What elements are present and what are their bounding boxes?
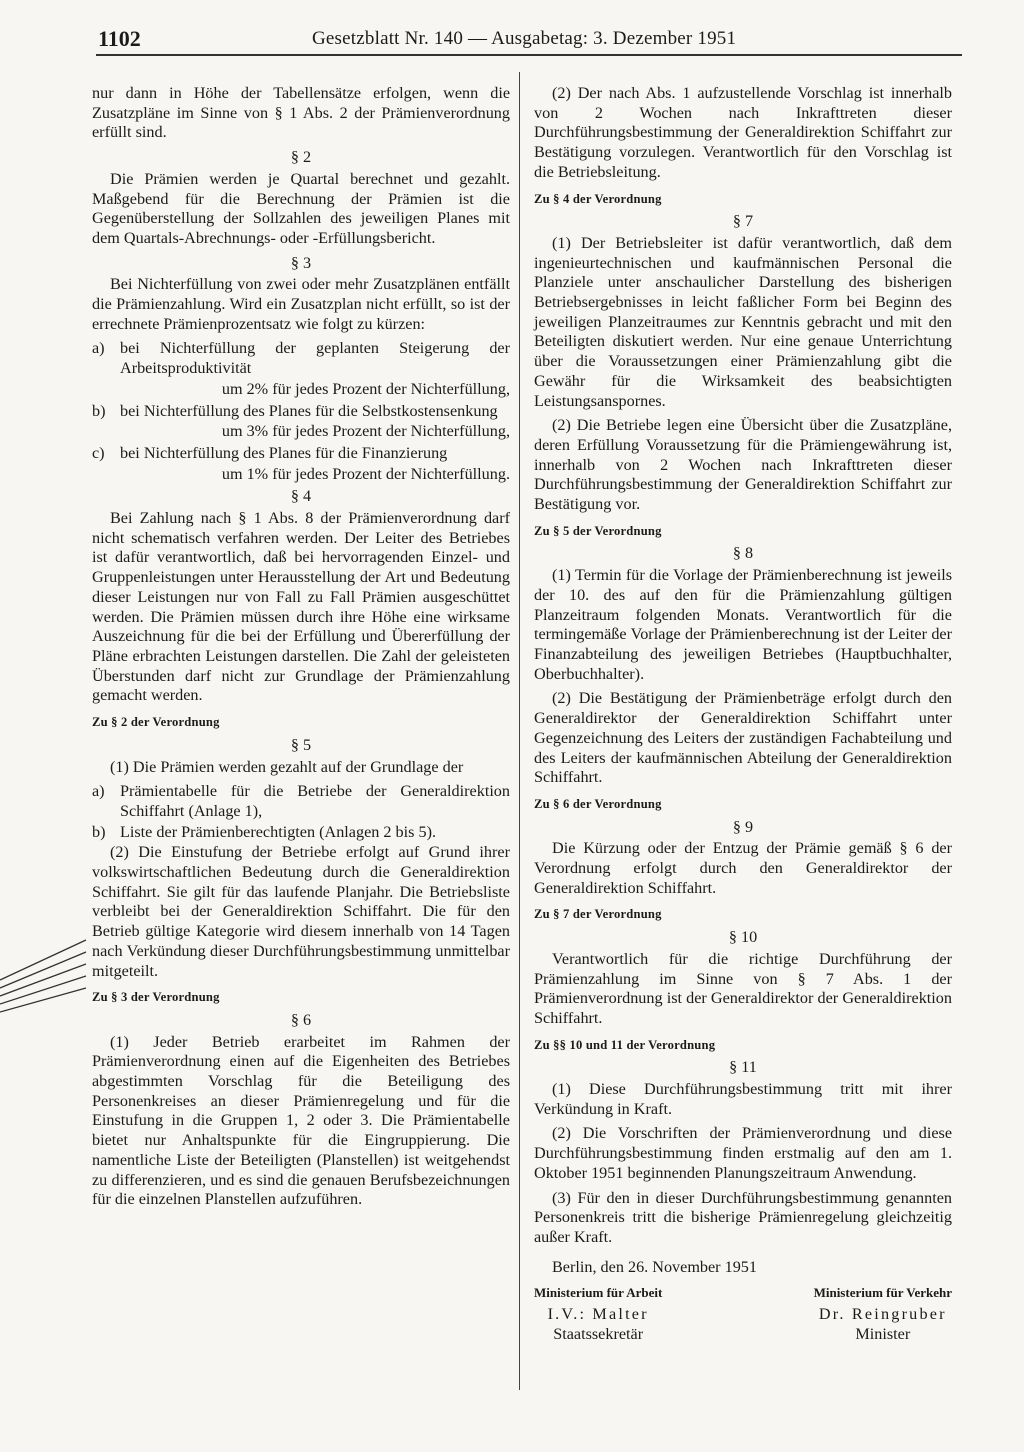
signature-ministry: Ministerium für Verkehr bbox=[813, 1285, 952, 1301]
margin-hatch-mark bbox=[0, 930, 90, 1020]
signature-title: Minister bbox=[855, 1324, 911, 1343]
header-rule bbox=[96, 54, 962, 56]
paragraph-s11-3: (3) Für den in dieser Durchführungsbestimmung genannten Personenkreis tritt die bisherige Prämienregelung gleichzeitig außer Kraft. bbox=[534, 1188, 952, 1246]
paragraph-s3: Bei Nichterfüllung von zwei oder mehr Zusatzplänen entfällt die Prämienzahlung. Wird ein Zusatzplan nicht erfüllt, so ist der errechnete Prämienprozentsatz wie folgt zu kürzen: bbox=[92, 275, 510, 333]
section-heading-4: § 4 bbox=[290, 487, 312, 506]
paragraph-s11-2: (2) Die Vorschriften der Prämienverordnung und diese Durchführungsbestimmung finden erstmalig auf den am 1. Oktober 1951 beginnenden Planungszeitraum Anwendung. bbox=[534, 1124, 952, 1182]
section-heading-5: § 5 bbox=[290, 735, 312, 754]
paragraph-s6-2: (2) Der nach Abs. 1 aufzustellende Vorschlag ist innerhalb von 2 Wochen nach Inkrafttreten dieser Durchführungsbestimmung der Generaldirektion Schiffahrt zur Bestätigung vorzulegen. Verantwortlich für den Vorschlag ist die Betriebsleitung. bbox=[534, 84, 952, 181]
right-column bbox=[534, 84, 952, 1344]
column-divider bbox=[519, 72, 520, 1390]
signature-transport bbox=[814, 1283, 952, 1344]
reduction-rate: um 3% für jedes Prozent der Nichterfüllung, bbox=[221, 422, 510, 441]
section-heading-9: § 9 bbox=[732, 817, 754, 836]
signature-title: Staatssekretär bbox=[553, 1324, 644, 1343]
paragraph-s2: Die Prämien werden je Quartal berechnet und gezahlt. Maßgebend für die Berechnung der Prämien ist die Gegenüberstellung der Sollzahlen des jeweiligen Planes mit dem Quartals-Abrechnungs- oder -Erfüllungsbericht. bbox=[92, 169, 510, 247]
list-item bbox=[92, 339, 510, 378]
basis-list bbox=[92, 782, 510, 842]
section-heading-11: § 11 bbox=[729, 1058, 757, 1077]
signature-ministry: Ministerium für Arbeit bbox=[534, 1285, 663, 1301]
paragraph-s8-2: (2) Die Bestätigung der Prämienbeträge erfolgt durch den Generaldirektor der Generaldirektion Schiffahrt unter Gegenzeichnung des Leiters der zuständigen Fachabteilung und des Leiters der kaufmännischen Abteilung der Generaldirektion Schiffahrt. bbox=[534, 689, 952, 787]
reduction-rate: um 2% für jedes Prozent der Nichterfüllung, bbox=[221, 379, 510, 398]
section-heading-10: § 10 bbox=[728, 928, 758, 947]
regulation-reference: Zu § 5 der Verordnung bbox=[534, 523, 662, 538]
section-heading-7: § 7 bbox=[732, 212, 754, 231]
list-item bbox=[92, 402, 510, 422]
page-number: 1102 bbox=[98, 26, 141, 51]
paragraph-s9: Die Kürzung oder der Entzug der Prämie gemäß § 6 der Verordnung erfolgt durch den Generaldirektor der Generaldirektion Schiffahrt. bbox=[534, 839, 952, 897]
paragraph-s8-1: (1) Termin für die Vorlage der Prämienberechnung ist jeweils der 10. des auf den für die Prämienzahlung gültigen Planzeitraum folgenden Monats. Verantwortlich für die termingemäße Vorlage der Prämienberechnung ist der Leiter der Finanzabteilung des jeweiligen Betriebes (Hauptbuchhalter, Oberbuchhalter). bbox=[534, 566, 952, 683]
list-label: a) bbox=[92, 339, 105, 358]
paragraph-s5-2: (2) Die Einstufung der Betriebe erfolgt auf Grund ihrer volkswirtschaftlichen Bedeutung durch die Generaldirektion Schiffahrt. Sie gilt für das laufende Planjahr. Die Betriebsliste verbleibt bei der Generaldirektion Schiffahrt. Die für den Betrieb gültige Kategorie wird diesem innerhalb von 14 Tagen nach Verkündung dieser Durchführungsbestimmung unmittelbar mitgeteilt. bbox=[92, 843, 510, 980]
regulation-reference: Zu §§ 10 und 11 der Verordnung bbox=[534, 1037, 716, 1052]
paragraph-s11-1: (1) Diese Durchführungsbestimmung tritt mit ihrer Verkündung in Kraft. bbox=[534, 1080, 952, 1118]
paragraph-s10: Verantwortlich für die richtige Durchführung der Prämienzahlung im Sinne von § 7 Abs. 1 der Prämienverordnung ist der Generaldirektor der Generaldirektion Schiffahrt. bbox=[534, 949, 952, 1027]
list-label: a) bbox=[92, 782, 105, 801]
page-header bbox=[98, 26, 958, 56]
paragraph-s6-1: (1) Jeder Betrieb erarbeitet im Rahmen der Prämienverordnung einen auf die Eigenheiten des Betriebes abgestimmten Vorschlag für die Beteiligung des Personenkreises an dieser Prämienregelung und für die Einstufung in die Gruppen 1, 2 oder 3. Die Prämientabelle bietet nur Anhaltspunkte für die Eingruppierung. Die namentliche Liste der Beteiligten (Planstellen) ist weitgehendst zu differenzieren, und es sind die genauen Berufsbezeichnungen für die einzelnen Planstellen aufzuführen. bbox=[92, 1032, 510, 1209]
list-text: Prämientabelle für die Betriebe der Generaldirektion Schiffahrt (Anlage 1), bbox=[120, 782, 510, 820]
signature-name: Dr. Reingruber bbox=[818, 1305, 947, 1324]
regulation-reference: Zu § 2 der Verordnung bbox=[92, 715, 220, 730]
list-text: bei Nichterfüllung der geplanten Steigerung der Arbeitsproduktivität bbox=[120, 339, 510, 378]
list-label: b) bbox=[92, 822, 106, 841]
date-line: Berlin, den 26. November 1951 bbox=[552, 1257, 757, 1276]
list-text: bei Nichterfüllung des Planes für die Finanzierung bbox=[120, 443, 448, 462]
regulation-reference: Zu § 4 der Verordnung bbox=[534, 191, 662, 206]
section-heading-2: § 2 bbox=[290, 148, 312, 167]
section-heading-3: § 3 bbox=[290, 253, 312, 272]
running-title: Gesetzblatt Nr. 140 — Ausgabetag: 3. Dezember 1951 bbox=[312, 28, 737, 49]
intro-paragraph: nur dann in Höhe der Tabellensätze erfolgen, wenn die Zusatzpläne im Sinne von § 1 Abs. 2 der Prämienverordnung erfüllt sind. bbox=[92, 84, 510, 142]
paragraph-s5-1: (1) Die Prämien werden gezahlt auf der Grundlage der bbox=[110, 757, 464, 776]
left-column bbox=[92, 84, 510, 1215]
signature-name: I.V.: Malter bbox=[547, 1305, 649, 1324]
list-item bbox=[92, 444, 510, 464]
paragraph-s7-2: (2) Die Betriebe legen eine Übersicht über die Zusatzpläne, deren Erfüllung Voraussetzung für die Prämiengewährung ist, innerhalb von 2 Wochen nach Inkrafttreten dieser Durchführungsbestimmung der Generaldirektion Schiffahrt zur Bestätigung vor. bbox=[534, 416, 952, 514]
section-heading-8: § 8 bbox=[732, 544, 754, 563]
paragraph-s7-1: (1) Der Betriebsleiter ist dafür verantwortlich, daß dem ingenieurtechnischen und kaufmännischen Personal die Planziele unter anschaulicher Darstellung des bisherigen Betriebsergebnisses in leicht faßlicher Form bei Beginn des jeweiligen Planzeitraumes zur Kenntnis gebracht und mit den Beteiligten diskutiert werden. Nur eine genaue Unterrichtung über die Voraussetzungen einer Prämienzahlung gibt die Gewähr für die Wirksamkeit des beabsichtigten Leistungsanspornes. bbox=[534, 233, 952, 410]
list-item bbox=[92, 823, 510, 843]
reduction-list bbox=[92, 339, 510, 484]
list-label: c) bbox=[92, 443, 105, 462]
signature-block bbox=[534, 1283, 952, 1344]
reduction-rate: um 1% für jedes Prozent der Nichterfüllung. bbox=[221, 464, 510, 483]
list-text: Liste der Prämienberechtigten (Anlagen 2 bis 5). bbox=[120, 822, 437, 841]
signature-labor bbox=[534, 1283, 662, 1344]
list-text: bei Nichterfüllung des Planes für die Selbstkostensenkung bbox=[120, 401, 498, 420]
regulation-reference: Zu § 7 der Verordnung bbox=[534, 907, 662, 922]
regulation-reference: Zu § 3 der Verordnung bbox=[92, 990, 220, 1005]
list-label: b) bbox=[92, 401, 106, 420]
paragraph-s4: Bei Zahlung nach § 1 Abs. 8 der Prämienverordnung darf nicht schematisch verfahren werden. Der Leiter des Betriebes ist dafür verantwortlich, daß bei hervorragenden Einzel- und Gruppenleistungen unter Herausstellung der Art und Bedeutung dieser Leistungen nur von Fall zu Fall Prämien ausgeschüttet werden. Die Prämien müssen durch ihre Höhe eine wirksame Auszeichnung für die bei der Erfüllung und Übererfüllung der Pläne erbrachten Leistungen darstellen. Die Zahl der geleisteten Überstunden darf nicht zur Grundlage der Prämienzahlung gemacht werden. bbox=[92, 509, 510, 705]
list-item bbox=[92, 782, 510, 821]
regulation-reference: Zu § 6 der Verordnung bbox=[534, 796, 662, 811]
section-heading-6: § 6 bbox=[290, 1010, 312, 1029]
